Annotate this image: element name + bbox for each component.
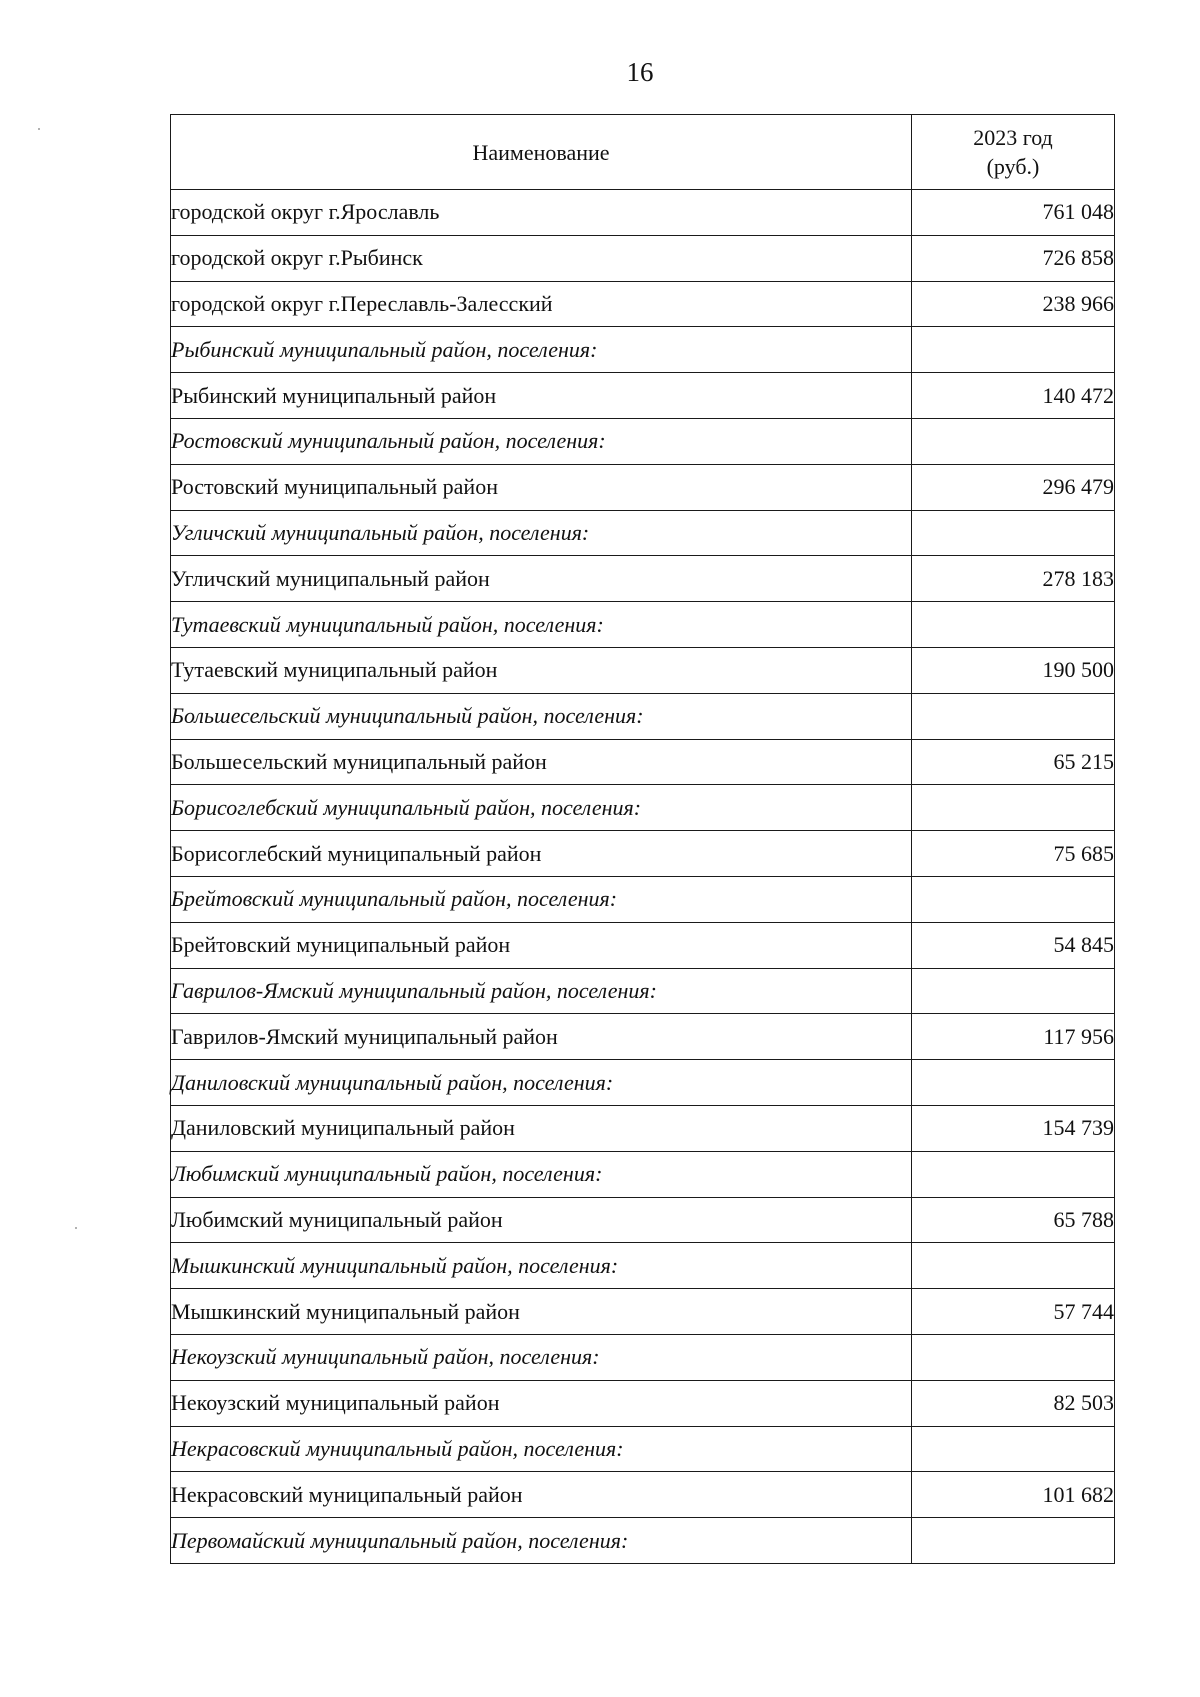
table-row-group-header <box>171 1426 1115 1472</box>
table-row <box>171 556 1115 602</box>
row-name: Даниловский муниципальный район, поселения: <box>171 1060 912 1106</box>
table-row <box>171 373 1115 419</box>
row-name: Гаврилов-Ямский муниципальный район <box>171 1014 912 1060</box>
table-row <box>171 1105 1115 1151</box>
row-name: Ростовский муниципальный район, поселения: <box>171 418 912 464</box>
row-name: Тутаевский муниципальный район, поселения: <box>171 602 912 648</box>
row-name: Некоузский муниципальный район <box>171 1380 912 1426</box>
row-value <box>912 968 1115 1014</box>
table-row-group-header <box>171 1151 1115 1197</box>
table-row <box>171 831 1115 877</box>
row-value <box>912 1243 1115 1289</box>
table-row-group-header <box>171 785 1115 831</box>
row-value: 154 739 <box>912 1105 1115 1151</box>
scan-speck <box>75 1227 77 1229</box>
row-name: Ростовский муниципальный район <box>171 464 912 510</box>
row-name: городской округ г.Рыбинск <box>171 235 912 281</box>
table-row-group-header <box>171 693 1115 739</box>
row-name: Первомайский муниципальный район, поселения: <box>171 1518 912 1564</box>
row-name: Борисоглебский муниципальный район <box>171 831 912 877</box>
row-value <box>912 1426 1115 1472</box>
row-name: Мышкинский муниципальный район, поселения: <box>171 1243 912 1289</box>
row-value: 117 956 <box>912 1014 1115 1060</box>
row-value <box>912 1518 1115 1564</box>
table-row <box>171 922 1115 968</box>
row-value <box>912 876 1115 922</box>
table-row <box>171 190 1115 236</box>
header-row <box>171 115 1115 190</box>
row-value: 238 966 <box>912 281 1115 327</box>
row-value <box>912 1151 1115 1197</box>
budget-table <box>170 114 1115 1564</box>
row-value <box>912 1334 1115 1380</box>
table-row-group-header <box>171 1334 1115 1380</box>
row-value: 82 503 <box>912 1380 1115 1426</box>
row-value: 190 500 <box>912 647 1115 693</box>
row-name: Некрасовский муниципальный район <box>171 1472 912 1518</box>
table-row <box>171 1380 1115 1426</box>
row-name: Рыбинский муниципальный район, поселения: <box>171 327 912 373</box>
column-header-year: 2023 год <box>973 125 1053 150</box>
row-value <box>912 785 1115 831</box>
row-name: Брейтовский муниципальный район, поселения: <box>171 876 912 922</box>
row-name: Даниловский муниципальный район <box>171 1105 912 1151</box>
row-name: Мышкинский муниципальный район <box>171 1289 912 1335</box>
table-row <box>171 1014 1115 1060</box>
row-name: Угличский муниципальный район <box>171 556 912 602</box>
row-name: Большесельский муниципальный район <box>171 739 912 785</box>
table-header <box>171 115 1115 190</box>
row-value: 101 682 <box>912 1472 1115 1518</box>
row-value: 65 788 <box>912 1197 1115 1243</box>
column-header-value <box>912 115 1115 190</box>
column-header-unit: (руб.) <box>986 154 1040 179</box>
row-name: Некоузский муниципальный район, поселения: <box>171 1334 912 1380</box>
row-value: 75 685 <box>912 831 1115 877</box>
table-row-group-header <box>171 510 1115 556</box>
row-name: Брейтовский муниципальный район <box>171 922 912 968</box>
row-value <box>912 693 1115 739</box>
row-name: Любимский муниципальный район, поселения: <box>171 1151 912 1197</box>
column-header-name: Наименование <box>171 115 912 190</box>
table-row-group-header <box>171 1243 1115 1289</box>
row-name: городской округ г.Переславль-Залесский <box>171 281 912 327</box>
table-row <box>171 464 1115 510</box>
row-name: Гаврилов-Ямский муниципальный район, поселения: <box>171 968 912 1014</box>
row-name: Рыбинский муниципальный район <box>171 373 912 419</box>
table-row <box>171 1289 1115 1335</box>
row-value: 140 472 <box>912 373 1115 419</box>
table-row-group-header <box>171 602 1115 648</box>
row-value <box>912 1060 1115 1106</box>
table-row <box>171 739 1115 785</box>
row-name: Угличский муниципальный район, поселения: <box>171 510 912 556</box>
row-name: Некрасовский муниципальный район, поселения: <box>171 1426 912 1472</box>
scan-speck <box>38 128 40 130</box>
table-row <box>171 647 1115 693</box>
row-value: 54 845 <box>912 922 1115 968</box>
table-body <box>171 190 1115 1564</box>
table-row-group-header <box>171 327 1115 373</box>
row-value <box>912 510 1115 556</box>
row-value: 296 479 <box>912 464 1115 510</box>
page-number: 16 <box>626 57 654 87</box>
row-name: Любимский муниципальный район <box>171 1197 912 1243</box>
table-row <box>171 235 1115 281</box>
row-name: Борисоглебский муниципальный район, поселения: <box>171 785 912 831</box>
table-row-group-header <box>171 1060 1115 1106</box>
table-row <box>171 1197 1115 1243</box>
table-row <box>171 1472 1115 1518</box>
table-row <box>171 281 1115 327</box>
table-row-group-header <box>171 968 1115 1014</box>
row-value: 278 183 <box>912 556 1115 602</box>
row-value: 726 858 <box>912 235 1115 281</box>
row-name: городской округ г.Ярославль <box>171 190 912 236</box>
row-value <box>912 418 1115 464</box>
row-value <box>912 602 1115 648</box>
row-name: Большесельский муниципальный район, поселения: <box>171 693 912 739</box>
row-value: 65 215 <box>912 739 1115 785</box>
row-value: 57 744 <box>912 1289 1115 1335</box>
table-row-group-header <box>171 876 1115 922</box>
table-row-group-header <box>171 1518 1115 1564</box>
row-value: 761 048 <box>912 190 1115 236</box>
table-row-group-header <box>171 418 1115 464</box>
row-value <box>912 327 1115 373</box>
row-name: Тутаевский муниципальный район <box>171 647 912 693</box>
